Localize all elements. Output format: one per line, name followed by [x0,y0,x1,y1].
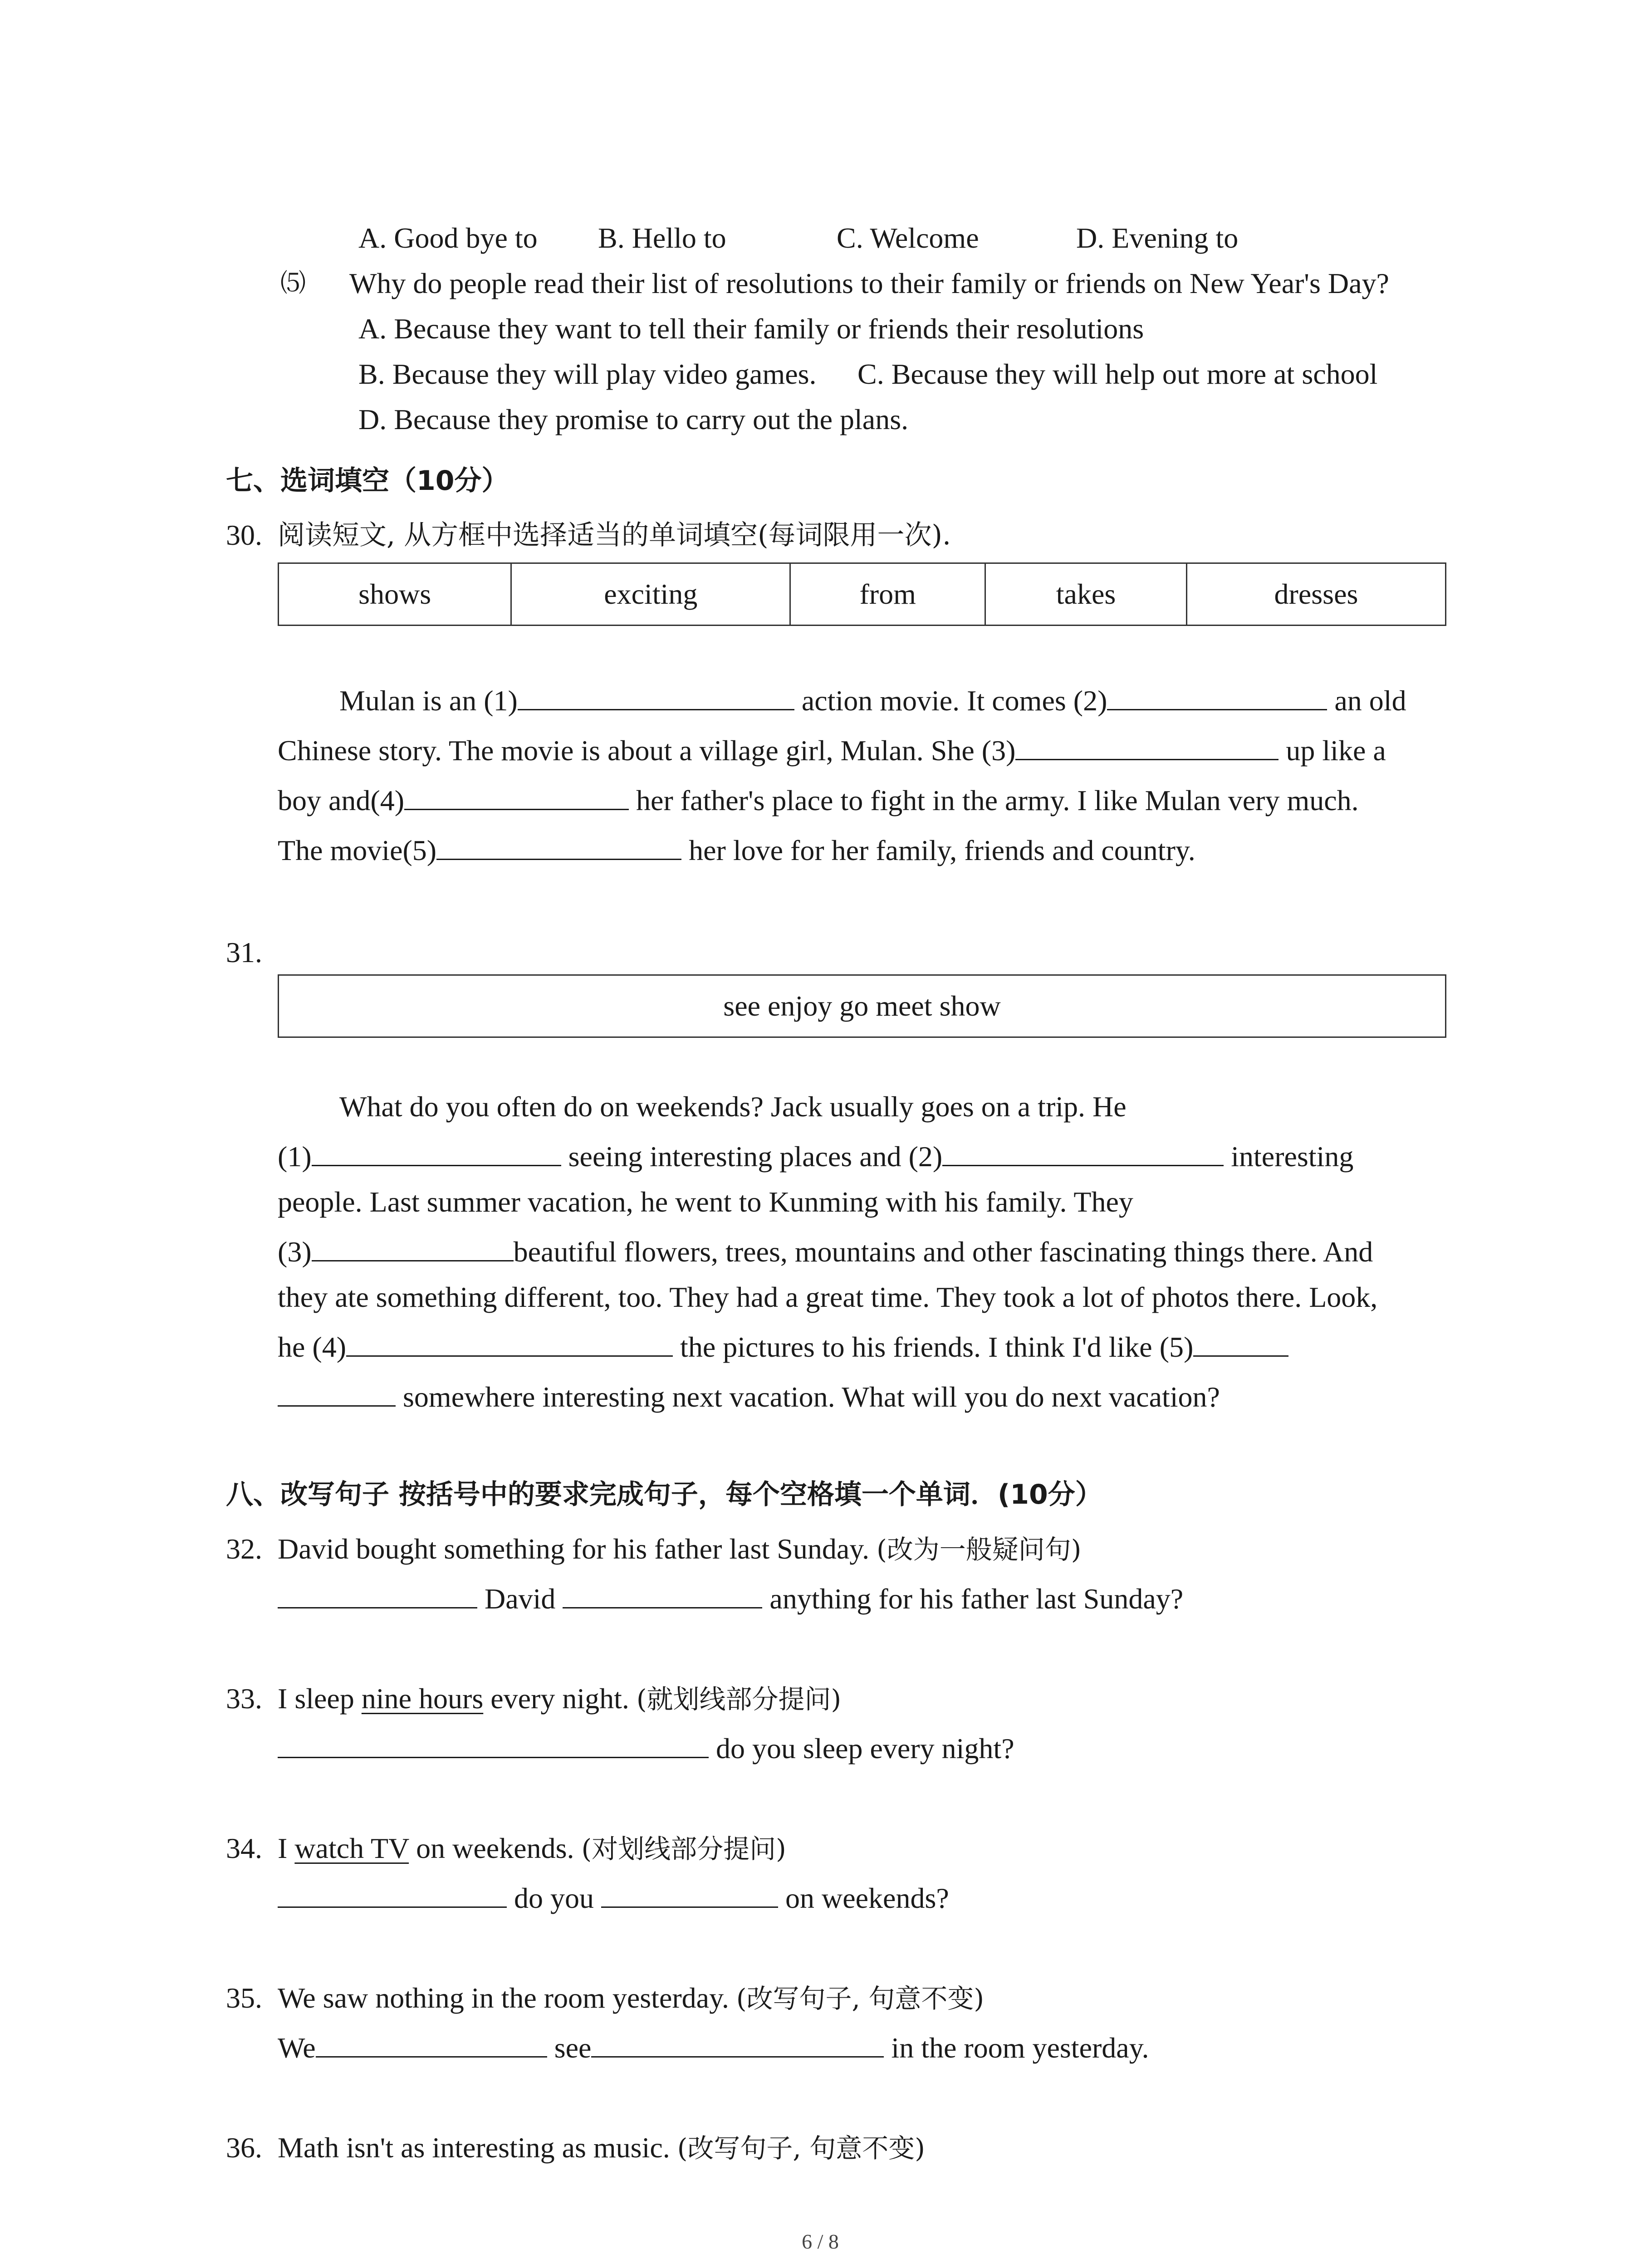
q29-option-a: A. Good bye to [358,222,538,254]
q36-number: 36. [226,2131,262,2164]
q30-text: Chinese story. The movie is about a village girl, Mulan. She (3) [278,734,1016,767]
q30-blank-3[interactable] [1015,733,1279,760]
q33-number: 33. [226,1682,262,1715]
q33-text: every night. [490,1682,629,1715]
q33-hint: (就划线部分提问) [636,1684,842,1715]
q34-text: on weekends. [416,1832,574,1864]
q30-text: up like a [1286,734,1386,767]
q33-blank[interactable] [278,1730,709,1758]
q30-passage-line [339,683,1406,719]
q29-sub5-option-a: A. Because they want to tell their family or friends their resolutions [358,313,1144,345]
q30-passage-line [278,782,1359,819]
q31-text: beautiful flowers, trees, mountains and other fascinating things there. And [513,1236,1373,1268]
q36-hint: (改写句子, 句意不变) [677,2133,925,2164]
q35-hint: (改写句子, 句意不变) [736,1983,985,2014]
q31-passage-line: people. Last summer vacation, he went to Kunming with his family. They [278,1186,1133,1218]
q30-text: an old [1334,684,1406,717]
page-number: 6 / 8 [802,2230,839,2253]
q34-answer-text: do you [514,1882,594,1914]
q31-blank-1[interactable] [312,1139,561,1166]
q32-answer-text: anything for his father last Sunday? [769,1583,1184,1615]
q31-word-box: see enjoy go meet show [278,974,1446,1038]
q34-blank-1[interactable] [278,1880,507,1908]
q29-sub5-option-c: C. Because they will help out more at school [857,358,1378,390]
q31-blank-3[interactable] [312,1234,514,1261]
q36-sentence [278,2130,925,2166]
q30-word: exciting [511,563,790,626]
q32-text: David bought something for his father last Sunday. [278,1533,870,1565]
q35-blank-1[interactable] [316,2030,547,2058]
q30-word-box [278,562,1446,626]
q30-blank-2[interactable] [1107,683,1327,710]
q31-blank-5a[interactable] [1193,1329,1288,1357]
q29-option-d: D. Evening to [1076,222,1239,254]
q29-sub5-question: Why do people read their list of resolutions to their family or friends on New Year's Day? [349,267,1389,299]
q34-number: 34. [226,1832,262,1864]
q30-instruction: 阅读短文, 从方框中选择适当的单词填空(每词限用一次). [278,519,951,551]
q32-answer-text: David [485,1583,556,1615]
q30-blank-4[interactable] [404,782,629,810]
q30-text: Mulan is an (1) [339,684,518,717]
q34-answer-line [278,1880,949,1916]
q30-blank-1[interactable] [518,683,794,710]
q35-blank-2[interactable] [591,2030,884,2058]
q31-blank-5b[interactable] [278,1379,396,1407]
q30-word: dresses [1186,563,1445,626]
section-7-title: 七、选词填空（10分） [226,465,509,497]
q30-blank-5[interactable] [436,832,681,860]
q31-text: he (4) [278,1331,347,1363]
q31-number: 31. [226,936,262,968]
q32-answer-line [278,1581,1183,1617]
q31-text: seeing interesting places and (2) [568,1140,943,1173]
q29-option-b: B. Hello to [598,222,726,254]
q30-text: her father's place to fight in the army. I like Mulan very much. [636,784,1359,816]
q32-hint: (改为一般疑问句) [877,1534,1082,1565]
q33-sentence [278,1681,841,1717]
q36-text: Math isn't as interesting as music. [278,2131,670,2164]
q34-answer-text: on weekends? [785,1882,949,1914]
q35-answer-line [278,2030,1149,2066]
q32-blank-2[interactable] [563,1581,762,1608]
q30-word: shows [279,563,511,626]
q34-hint: (对划线部分提问) [581,1833,786,1864]
q30-text: The movie(5) [278,834,437,866]
q34-blank-2[interactable] [601,1880,778,1908]
q31-passage-line [278,1139,1353,1175]
q31-text: (3) [278,1236,312,1268]
q30-passage-line [278,832,1195,869]
q32-blank-1[interactable] [278,1581,477,1608]
q30-word: takes [985,563,1187,626]
q35-number: 35. [226,1982,262,2014]
q31-passage-line [278,1234,1373,1270]
q35-sentence [278,1980,984,2017]
q31-passage-line: What do you often do on weekends? Jack usually goes on a trip. He [339,1090,1127,1123]
q31-text: somewhere interesting next vacation. What will you do next vacation? [403,1381,1220,1413]
q33-underlined-text: nine hours [361,1682,484,1715]
q31-text: the pictures to his friends. I think I'd like (5) [680,1331,1194,1363]
q34-sentence [278,1830,786,1867]
q29-sub5-option-b: B. Because they will play video games. [358,358,817,390]
q30-number: 30. [226,519,262,551]
q31-blank-4[interactable] [346,1329,673,1357]
q29-option-c: C. Welcome [837,222,979,254]
section-8-title: 八、改写句子 按括号中的要求完成句子，每个空格填一个单词．(10分） [226,1479,1102,1510]
q30-text: her love for her family, friends and country. [689,834,1195,866]
q33-answer-text: do you sleep every night? [716,1732,1014,1765]
q29-sub5-number: ⑸ [280,269,306,298]
q35-answer-text: We [278,2032,316,2064]
q31-blank-2[interactable] [942,1139,1224,1166]
q30-text: action movie. It comes (2) [801,684,1107,717]
q32-sentence [278,1531,1081,1568]
q35-answer-text: in the room yesterday. [891,2032,1149,2064]
q30-word: from [790,563,985,626]
q33-answer-line [278,1730,1014,1767]
q35-answer-text: see [554,2032,592,2064]
q35-text: We saw nothing in the room yesterday. [278,1982,729,2014]
q30-passage-line [278,733,1386,769]
q34-text: I [278,1832,288,1864]
q31-text: (1) [278,1140,312,1173]
q31-text: interesting [1231,1140,1354,1173]
q31-passage-line [278,1379,1220,1415]
q30-text: boy and(4) [278,784,405,816]
q32-number: 32. [226,1533,262,1565]
q33-text: I sleep [278,1682,354,1715]
q31-passage-line: they ate something different, too. They had a great time. They took a lot of photos there. Look, [278,1281,1378,1313]
q31-passage-line [278,1329,1288,1365]
q29-sub5-option-d: D. Because they promise to carry out the plans. [358,403,909,435]
q34-underlined-text: watch TV [294,1832,409,1864]
